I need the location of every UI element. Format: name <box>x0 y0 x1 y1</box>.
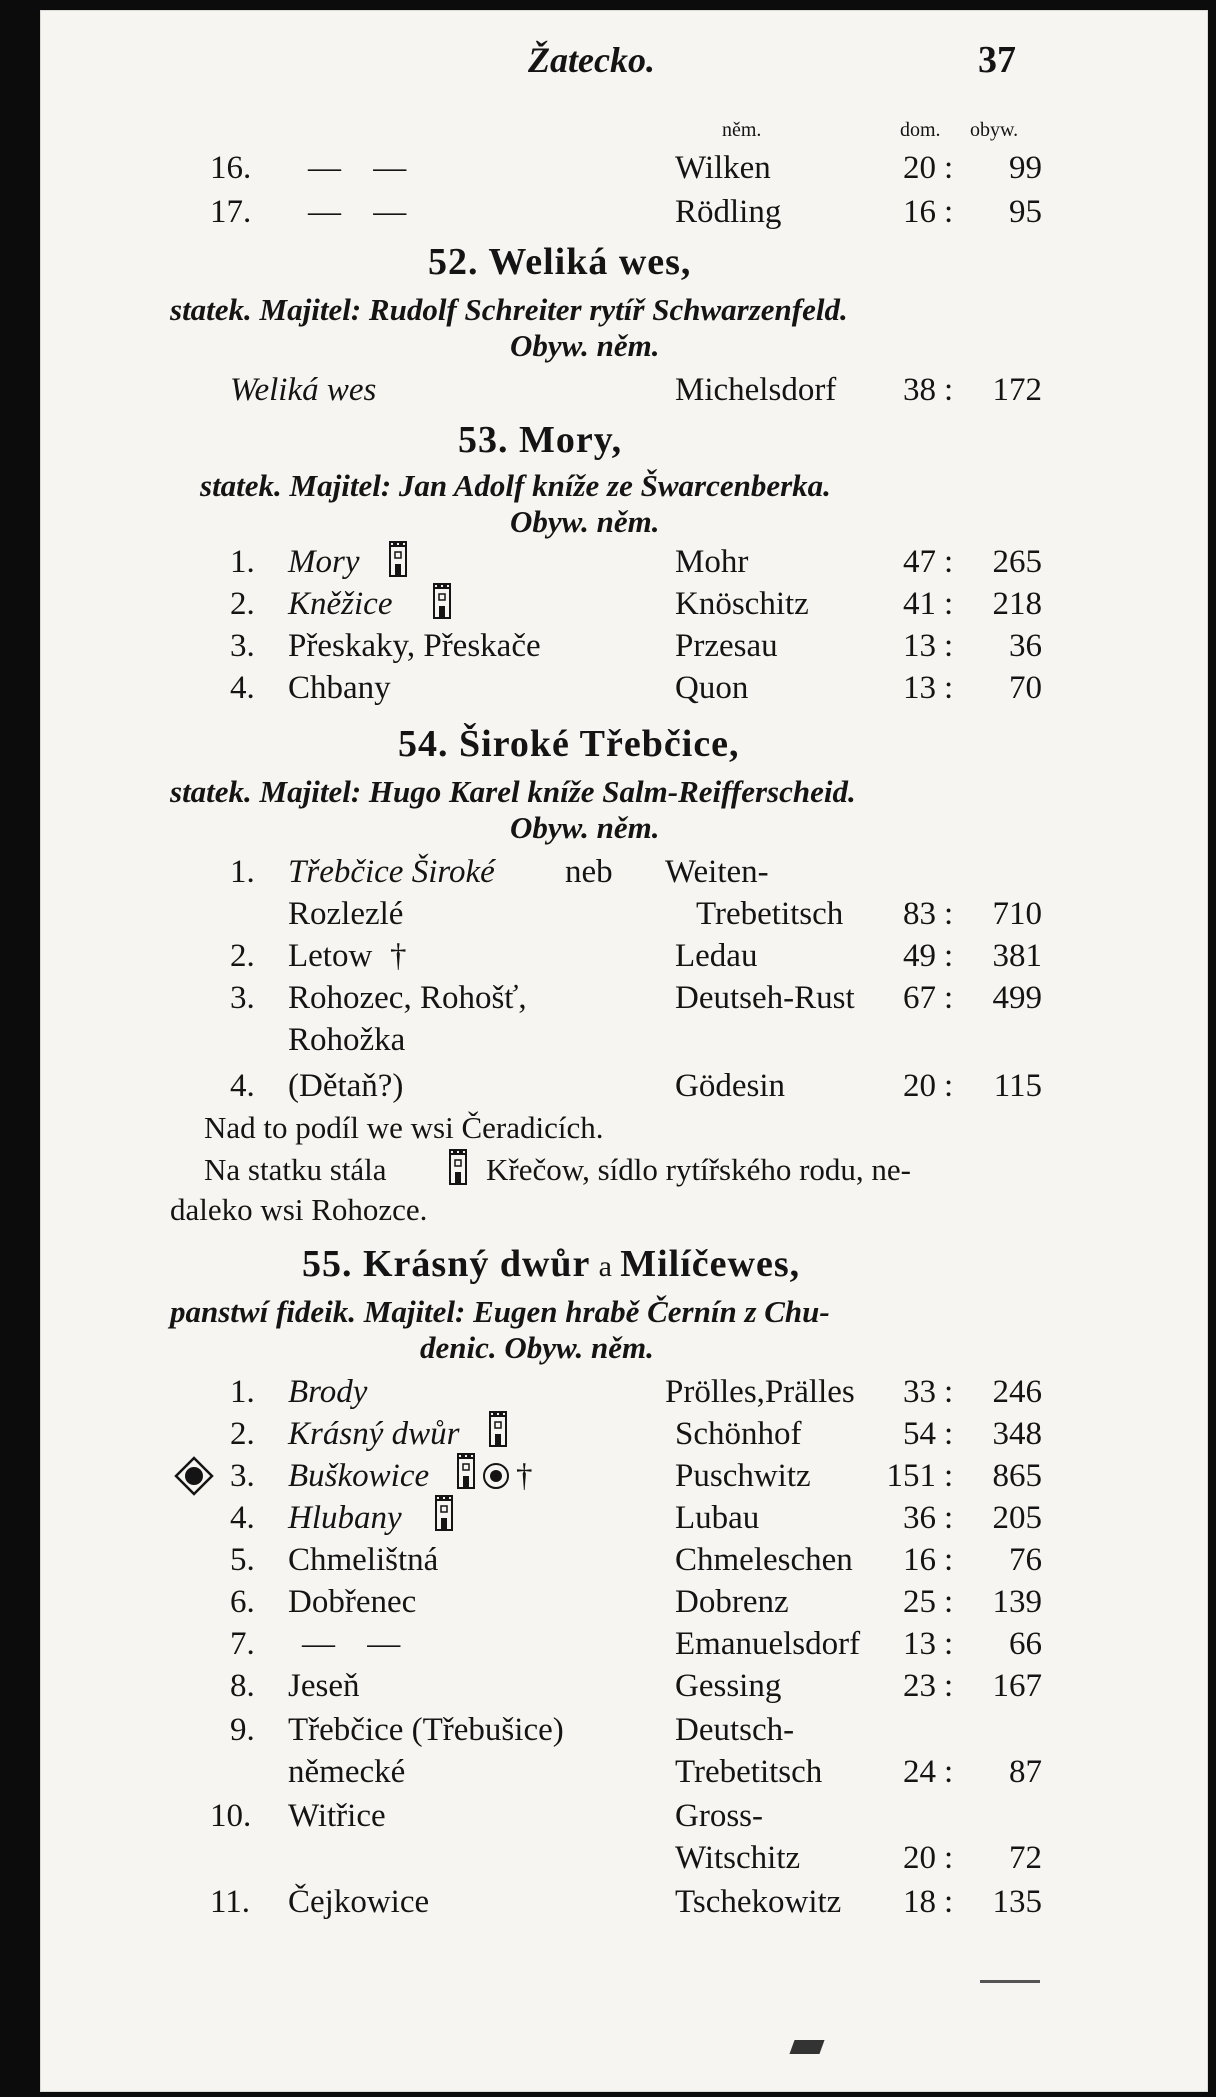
german-name: Mohr <box>675 544 749 580</box>
separator: : <box>944 1584 954 1620</box>
houses-count: 67 <box>903 980 936 1016</box>
castle-icon <box>386 540 410 578</box>
german-name: Prölles,Prälles <box>665 1374 855 1410</box>
houses-count: 38 <box>903 372 936 408</box>
castle-icon <box>432 1494 456 1532</box>
czech-name: Chbany <box>288 670 391 706</box>
row-number: 9. <box>230 1712 255 1748</box>
czech-name: Chmelištná <box>288 1542 439 1578</box>
estate-owner-line: statek. Majitel: Rudolf Schreiter rytíř Schwarzenfeld. <box>170 292 848 327</box>
czech-name: Mory <box>288 544 360 580</box>
separator: : <box>944 1754 954 1790</box>
section-heading-52: 52. Weliká wes, <box>428 241 692 283</box>
czech-name: Rohozec, Rohošť, <box>288 980 527 1016</box>
row-number: 1. <box>230 1374 255 1410</box>
castle-icon <box>430 582 454 620</box>
czech-name: Hlubany <box>288 1500 402 1536</box>
german-name: Lubau <box>675 1500 760 1536</box>
row-number: 8. <box>230 1668 255 1704</box>
separator: : <box>944 980 954 1016</box>
houses-count: 49 <box>903 938 936 974</box>
german-name: Chmeleschen <box>675 1542 853 1578</box>
row-number: 1. <box>230 854 255 890</box>
castle-icon <box>446 1148 470 1186</box>
row-number: 2. <box>230 586 255 622</box>
czech-name: Brody <box>288 1374 368 1410</box>
czech-name: Třebčice (Třebušice) <box>288 1712 564 1748</box>
population-count: 265 <box>992 544 1042 580</box>
separator: : <box>944 1416 954 1452</box>
church-cross-icon: † <box>516 1458 533 1494</box>
houses-count: 41 <box>903 586 936 622</box>
czech-name: Jeseň <box>288 1668 360 1704</box>
row-number: 7. <box>230 1626 255 1662</box>
separator: : <box>944 1668 954 1704</box>
castle-icon <box>454 1452 478 1490</box>
german-name: Ledau <box>675 938 758 974</box>
czech-name: Letow <box>288 938 373 974</box>
separator: : <box>944 1068 954 1104</box>
german-name: Przesau <box>675 628 778 664</box>
col-head-dom: dom. <box>900 119 941 141</box>
houses-count: 13 <box>903 628 936 664</box>
german-name: Gödesin <box>675 1068 785 1104</box>
row-number: 4. <box>230 670 255 706</box>
col-head-nem: něm. <box>722 119 762 141</box>
population-count: 499 <box>992 980 1042 1016</box>
population-count: 348 <box>992 1416 1042 1452</box>
book-page <box>40 10 1208 2092</box>
german-name-cont: Trebetitsch <box>696 896 844 932</box>
note-text: Křečow, sídlo rytířského rodu, ne- <box>486 1152 911 1187</box>
separator: : <box>944 1458 954 1494</box>
row-number: 1. <box>230 544 255 580</box>
row-number: 2. <box>230 1416 255 1452</box>
houses-count: 13 <box>903 1626 936 1662</box>
german-name: Deutseh-Rust <box>675 980 855 1016</box>
czech-name: (Dětaň?) <box>288 1068 404 1104</box>
separator: : <box>944 544 954 580</box>
population-count: 76 <box>1009 1542 1042 1578</box>
section-heading-and: a <box>598 1250 612 1283</box>
parish-icon <box>482 1462 510 1490</box>
section-heading-54: 54. Široké Třebčice, <box>398 723 740 765</box>
german-name: Michelsdorf <box>675 372 837 408</box>
czech-name-alt: neb <box>565 854 613 890</box>
section-heading-part: Milíčewes, <box>620 1243 801 1285</box>
czech-name: Krásný dwůr <box>288 1416 460 1452</box>
separator: : <box>944 628 954 664</box>
separator: : <box>944 586 954 622</box>
section-heading-53: 53. Mory, <box>458 419 623 461</box>
population-count: 139 <box>992 1584 1042 1620</box>
houses-count: 20 <box>903 1840 936 1876</box>
separator: : <box>944 1374 954 1410</box>
separator: : <box>944 372 954 408</box>
czech-name: Witřice <box>288 1798 386 1834</box>
note-text: Nad to podíl we wsi Čeradicích. <box>204 1110 604 1145</box>
houses-count: 36 <box>903 1500 936 1536</box>
population-count: 70 <box>1009 670 1042 706</box>
houses-count: 24 <box>903 1754 936 1790</box>
population-count: 205 <box>992 1500 1042 1536</box>
row-number: 5. <box>230 1542 255 1578</box>
row-number: 4. <box>230 1500 255 1536</box>
german-name: Schönhof <box>675 1416 802 1452</box>
german-name-cont: Trebetitsch <box>675 1754 823 1790</box>
row-number: 4. <box>230 1068 255 1104</box>
population-count: 99 <box>1009 150 1042 186</box>
houses-count: 47 <box>903 544 936 580</box>
separator: : <box>944 896 954 932</box>
population-count: 710 <box>992 896 1042 932</box>
czech-name: Třebčice Široké <box>288 854 495 890</box>
german-name: Quon <box>675 670 749 706</box>
print-mark <box>789 2040 824 2054</box>
german-name: Tschekowitz <box>675 1884 842 1920</box>
print-mark <box>980 1980 1040 1983</box>
row-number: 3. <box>230 1458 255 1494</box>
col-head-obyw: obyw. <box>970 119 1019 141</box>
row-number: 6. <box>230 1584 255 1620</box>
german-name: Dobrenz <box>675 1584 789 1620</box>
row-number: 10. <box>210 1798 252 1834</box>
church-cross-icon: † <box>390 938 407 974</box>
population-count: 115 <box>993 1068 1042 1104</box>
separator: : <box>944 1542 954 1578</box>
czech-name: — — <box>302 1626 413 1662</box>
population-count: 95 <box>1009 194 1042 230</box>
row-number: 16. <box>210 150 252 186</box>
houses-count: 16 <box>903 1542 936 1578</box>
czech-name: Čejkowice <box>288 1884 430 1920</box>
houses-count: 83 <box>903 896 936 932</box>
czech-name: Weliká wes <box>230 372 377 408</box>
czech-name-cont: Rozlezlé <box>288 896 404 932</box>
population-count: 87 <box>1009 1754 1042 1790</box>
german-name: Deutsch- <box>675 1712 795 1748</box>
population-count: 135 <box>992 1884 1042 1920</box>
page-title: Žatecko. <box>528 40 655 80</box>
houses-count: 54 <box>903 1416 936 1452</box>
separator: : <box>944 1500 954 1536</box>
czech-name: Kněžice <box>288 586 393 622</box>
row-number: 11. <box>210 1884 251 1920</box>
houses-count: 13 <box>903 670 936 706</box>
row-number: 17. <box>210 194 252 230</box>
separator: : <box>944 1884 954 1920</box>
section-heading-part: 55. Krásný dwůr <box>302 1243 591 1285</box>
german-name: Gessing <box>675 1668 782 1704</box>
separator: : <box>944 1840 954 1876</box>
estate-seat-icon <box>174 1456 214 1496</box>
houses-count: 25 <box>903 1584 936 1620</box>
czech-name: — — <box>308 194 419 230</box>
population-count: 246 <box>992 1374 1042 1410</box>
czech-name-cont: německé <box>288 1754 406 1790</box>
german-name: Rödling <box>675 194 782 230</box>
houses-count: 20 <box>903 150 936 186</box>
houses-count: 23 <box>903 1668 936 1704</box>
note-text: Na statku stála <box>204 1152 387 1187</box>
german-name: Knöschitz <box>675 586 809 622</box>
czech-name: Přeskaky, Přeskače <box>288 628 541 664</box>
separator: : <box>944 1626 954 1662</box>
czech-name-cont: Rohožka <box>288 1022 406 1058</box>
population-note: Obyw. něm. <box>510 810 660 845</box>
population-count: 66 <box>1009 1626 1042 1662</box>
population-count: 218 <box>992 586 1042 622</box>
german-name: Gross- <box>675 1798 763 1834</box>
note-text: daleko wsi Rohozce. <box>170 1192 428 1227</box>
population-count: 172 <box>992 372 1042 408</box>
population-note: Obyw. něm. <box>510 328 660 363</box>
estate-owner-line: statek. Majitel: Hugo Karel kníže Salm-Reifferscheid. <box>170 774 856 809</box>
page-number: 37 <box>978 39 1016 81</box>
population-note: denic. Obyw. něm. <box>420 1330 654 1365</box>
separator: : <box>944 150 954 186</box>
houses-count: 16 <box>903 194 936 230</box>
estate-owner-line: statek. Majitel: Jan Adolf kníže ze Šwarcenberka. <box>200 468 831 503</box>
german-name-cont: Witschitz <box>675 1840 801 1876</box>
separator: : <box>944 194 954 230</box>
population-count: 72 <box>1009 1840 1042 1876</box>
czech-name: Dobřenec <box>288 1584 417 1620</box>
czech-name: Buškowice <box>288 1458 430 1494</box>
german-name: Puschwitz <box>675 1458 811 1494</box>
row-number: 3. <box>230 980 255 1016</box>
houses-count: 20 <box>903 1068 936 1104</box>
houses-count: 151 <box>886 1458 936 1494</box>
row-number: 3. <box>230 628 255 664</box>
houses-count: 33 <box>903 1374 936 1410</box>
houses-count: 18 <box>903 1884 936 1920</box>
population-count: 36 <box>1009 628 1042 664</box>
separator: : <box>944 938 954 974</box>
row-number: 2. <box>230 938 255 974</box>
section-heading-55 <box>302 1244 800 1287</box>
czech-name: — — <box>308 150 419 186</box>
population-count: 865 <box>992 1458 1042 1494</box>
castle-icon <box>486 1410 510 1448</box>
population-note: Obyw. něm. <box>510 504 660 539</box>
german-name: Weiten- <box>665 854 769 890</box>
estate-owner-line: panstwí fideik. Majitel: Eugen hrabě Černín z Chu- <box>170 1294 830 1329</box>
german-name: Wilken <box>675 150 771 186</box>
separator: : <box>944 670 954 706</box>
population-count: 381 <box>992 938 1042 974</box>
german-name: Emanuelsdorf <box>675 1626 861 1662</box>
population-count: 167 <box>992 1668 1042 1704</box>
